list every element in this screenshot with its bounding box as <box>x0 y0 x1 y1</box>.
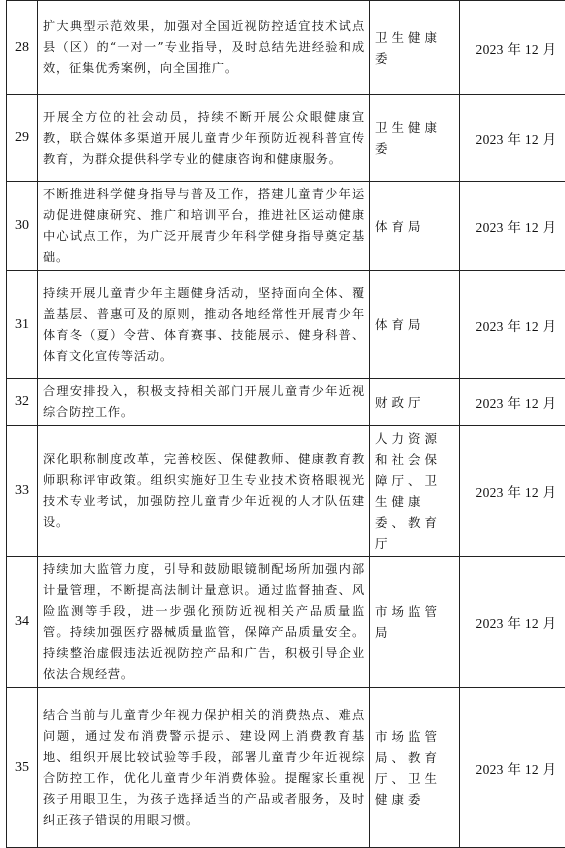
responsible-department: 人力资源和社会保障厅、卫生健康委、教育厅 <box>370 426 460 557</box>
deadline: 2023 年 12 月 <box>460 426 565 557</box>
task-content: 合理安排投入，积极支持相关部门开展儿童青少年近视综合防控工作。 <box>38 379 370 426</box>
table-row <box>7 271 565 379</box>
deadline: 2023 年 12 月 <box>460 688 565 848</box>
table-row <box>7 182 565 271</box>
responsible-department: 卫生健康委 <box>370 95 460 182</box>
task-content: 持续开展儿童青少年主题健身活动，坚持面向全体、覆盖基层、普惠可及的原则，推动各地经常性开展青少年体育冬（夏）令营、体育赛事、技能展示、健身科普、体育文化宣传等活动。 <box>38 271 370 379</box>
deadline: 2023 年 12 月 <box>460 557 565 688</box>
deadline: 2023 年 12 月 <box>460 182 565 271</box>
deadline: 2023 年 12 月 <box>460 1 565 95</box>
task-content: 扩大典型示范效果，加强对全国近视防控适宜技术试点县（区）的“一对一”专业指导，及时总结先进经验和成效，征集优秀案例，向全国推广。 <box>38 1 370 95</box>
row-number: 31 <box>7 271 38 379</box>
row-number: 35 <box>7 688 38 848</box>
responsible-department: 体育局 <box>370 271 460 379</box>
row-number: 29 <box>7 95 38 182</box>
table-row <box>7 95 565 182</box>
row-number: 34 <box>7 557 38 688</box>
row-number: 28 <box>7 1 38 95</box>
deadline: 2023 年 12 月 <box>460 95 565 182</box>
task-content: 深化职称制度改革，完善校医、保健教师、健康教育教师职称评审政策。组织实施好卫生专业技术资格眼视光技术专业考试，加强防控儿童青少年近视的人才队伍建设。 <box>38 426 370 557</box>
table-row <box>7 557 565 688</box>
responsible-department: 卫生健康委 <box>370 1 460 95</box>
task-table <box>6 0 565 848</box>
deadline: 2023 年 12 月 <box>460 271 565 379</box>
table-row <box>7 1 565 95</box>
row-number: 32 <box>7 379 38 426</box>
responsible-department: 体育局 <box>370 182 460 271</box>
responsible-department: 财政厅 <box>370 379 460 426</box>
task-content: 持续加大监管力度，引导和鼓励眼镜制配场所加强内部计量管理，不断提高法制计量意识。通过监督抽查、风险监测等手段，进一步强化预防近视相关产品质量监管。持续加强医疗器械质量监管，保障产品质量安全。持续整治虚假违法近视防控产品和广告，积极引导企业依法合规经营。 <box>38 557 370 688</box>
row-number: 30 <box>7 182 38 271</box>
table-row <box>7 426 565 557</box>
task-content: 开展全方位的社会动员，持续不断开展公众眼健康宣教，联合媒体多渠道开展儿童青少年预防近视科普宣传教育，为群众提供科学专业的健康咨询和健康服务。 <box>38 95 370 182</box>
deadline: 2023 年 12 月 <box>460 379 565 426</box>
responsible-department: 市场监管局 <box>370 557 460 688</box>
table-row <box>7 688 565 848</box>
task-content: 不断推进科学健身指导与普及工作，搭建儿童青少年运动促进健康研究、推广和培训平台，推进社区运动健康中心试点工作，为广泛开展青少年科学健身指导奠定基础。 <box>38 182 370 271</box>
row-number: 33 <box>7 426 38 557</box>
task-content: 结合当前与儿童青少年视力保护相关的消费热点、难点问题，通过发布消费警示提示、建设网上消费教育基地、组织开展比较试验等手段，部署儿童青少年近视综合防控工作，优化儿童青少年消费体验。提醒家长重视孩子用眼卫生，为孩子选择适当的产品或者服务，及时纠正孩子错误的用眼习惯。 <box>38 688 370 848</box>
responsible-department: 市场监管局、教育厅、卫生健康委 <box>370 688 460 848</box>
table-row <box>7 379 565 426</box>
